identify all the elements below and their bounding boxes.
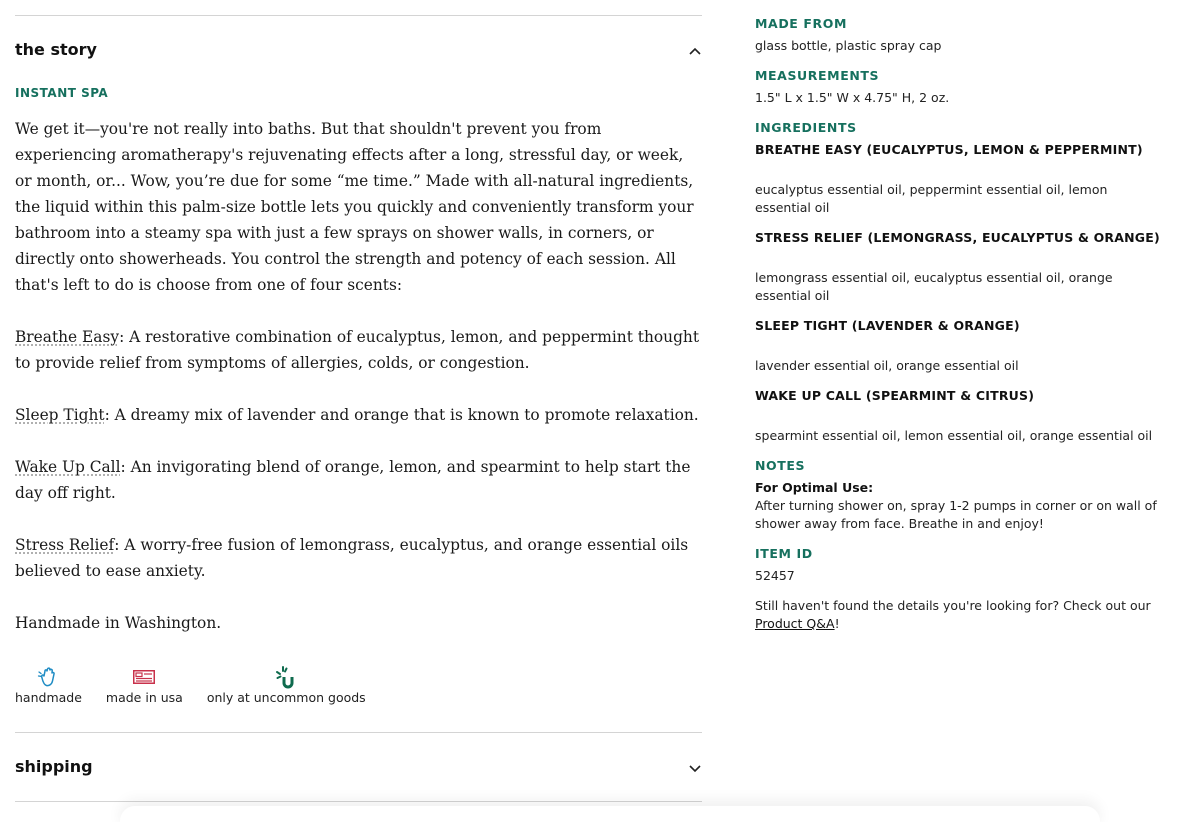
item-id-value: 52457 [755,568,795,583]
story-title: the story [15,40,97,59]
story-accordion-header[interactable] [15,40,702,59]
scent-desc: : An invigorating blend of orange, lemon, and spearmint to help start the day off right. [15,458,691,502]
badge-label: handmade [15,690,82,705]
ingredient-name: SLEEP TIGHT (LAVENDER & ORANGE) [755,318,1020,333]
ingredient-list: eucalyptus essential oil, peppermint essential oil, lemon essential oil [755,182,1108,215]
ingredient-name: WAKE UP CALL (SPEARMINT & CITRUS) [755,388,1035,403]
help-suffix: ! [834,616,840,631]
badge-made-in-usa[interactable] [106,664,183,705]
product-badges [15,664,366,705]
divider [15,732,702,733]
chevron-up-icon[interactable] [688,43,702,57]
hand-icon [36,664,60,690]
ingredient-name: STRESS RELIEF (LEMONGRASS, EUCALYPTUS & ORANGE) [755,230,1160,245]
badge-label: only at uncommon goods [206,690,366,705]
scent-paragraph [15,402,702,428]
badge-handmade[interactable] [15,664,82,705]
badge-only-at-uncommon-goods[interactable] [207,664,366,705]
made-from-value: glass bottle, plastic spray cap [755,38,942,53]
notes-text: After turning shower on, spray 1-2 pumps in corner or on wall of shower away from face. Breathe in and enjoy! [755,498,1157,531]
shipping-accordion-header[interactable] [15,757,702,776]
measurements-label: MEASUREMENTS [755,68,880,83]
scent-name: Stress Relief [15,536,115,554]
story-intro: We get it—you're not really into baths. But that shouldn't prevent you from experiencing aromatherapy's rejuvenating effects after a long, stressful day, or week, or month, or... Wow, you’re due for some “me time.” Made with all-natural ingredients, the liquid within this palm-size bottle lets you quickly and conveniently transform your bathroom into a steamy spa with just a few sprays on shower walls, in corners, or directly onto showerheads. You control the strength and potency of each session. All that's left to do is choose from one of four scents: [15,120,694,294]
divider [15,801,702,802]
ingredient-name: BREATHE EASY (EUCALYPTUS, LEMON & PEPPERMINT) [755,142,1143,157]
uncommon-goods-icon [274,664,298,690]
scent-paragraph [15,532,702,584]
product-qa-link[interactable]: Product Q&A [755,616,835,631]
scent-name: Wake Up Call [15,458,121,476]
made-from-label: MADE FROM [755,16,848,31]
scent-desc: : A worry-free fusion of lemongrass, eucalyptus, and orange essential oils believed to ease anxiety. [15,536,689,580]
help-text [755,597,1160,633]
bottom-floating-bar [120,806,1100,822]
shipping-title: shipping [15,757,93,776]
chevron-down-icon[interactable] [688,760,702,774]
scent-name: Breathe Easy [15,328,120,346]
flag-icon [133,664,155,690]
scent-name: Sleep Tight [15,406,105,424]
badge-label: made in usa [105,690,183,705]
scent-desc: : A dreamy mix of lavender and orange that is known to promote relaxation. [104,406,699,424]
ingredient-list: spearmint essential oil, lemon essential oil, orange essential oil [755,428,1153,443]
ingredient-list: lemongrass essential oil, eucalyptus essential oil, orange essential oil [755,270,1113,303]
notes-label: NOTES [755,458,806,473]
story-closing: Handmade in Washington. [15,614,222,632]
ingredient-list: lavender essential oil, orange essential oil [755,358,1019,373]
divider [15,15,702,16]
story-eyebrow: INSTANT SPA [15,86,109,100]
help-prefix: Still haven't found the details you're looking for? Check out our [755,598,1151,613]
ingredients-label: INGREDIENTS [755,120,857,135]
notes-heading: For Optimal Use: [755,480,874,495]
scent-paragraph [15,324,702,376]
scent-paragraph [15,454,702,506]
item-id-label: ITEM ID [755,546,813,561]
scent-desc: : A restorative combination of eucalyptus, lemon, and peppermint thought to provide relief from symptoms of allergies, colds, or congestion. [15,328,700,372]
story-body [15,116,702,662]
measurements-value: 1.5" L x 1.5" W x 4.75" H, 2 oz. [755,90,950,105]
